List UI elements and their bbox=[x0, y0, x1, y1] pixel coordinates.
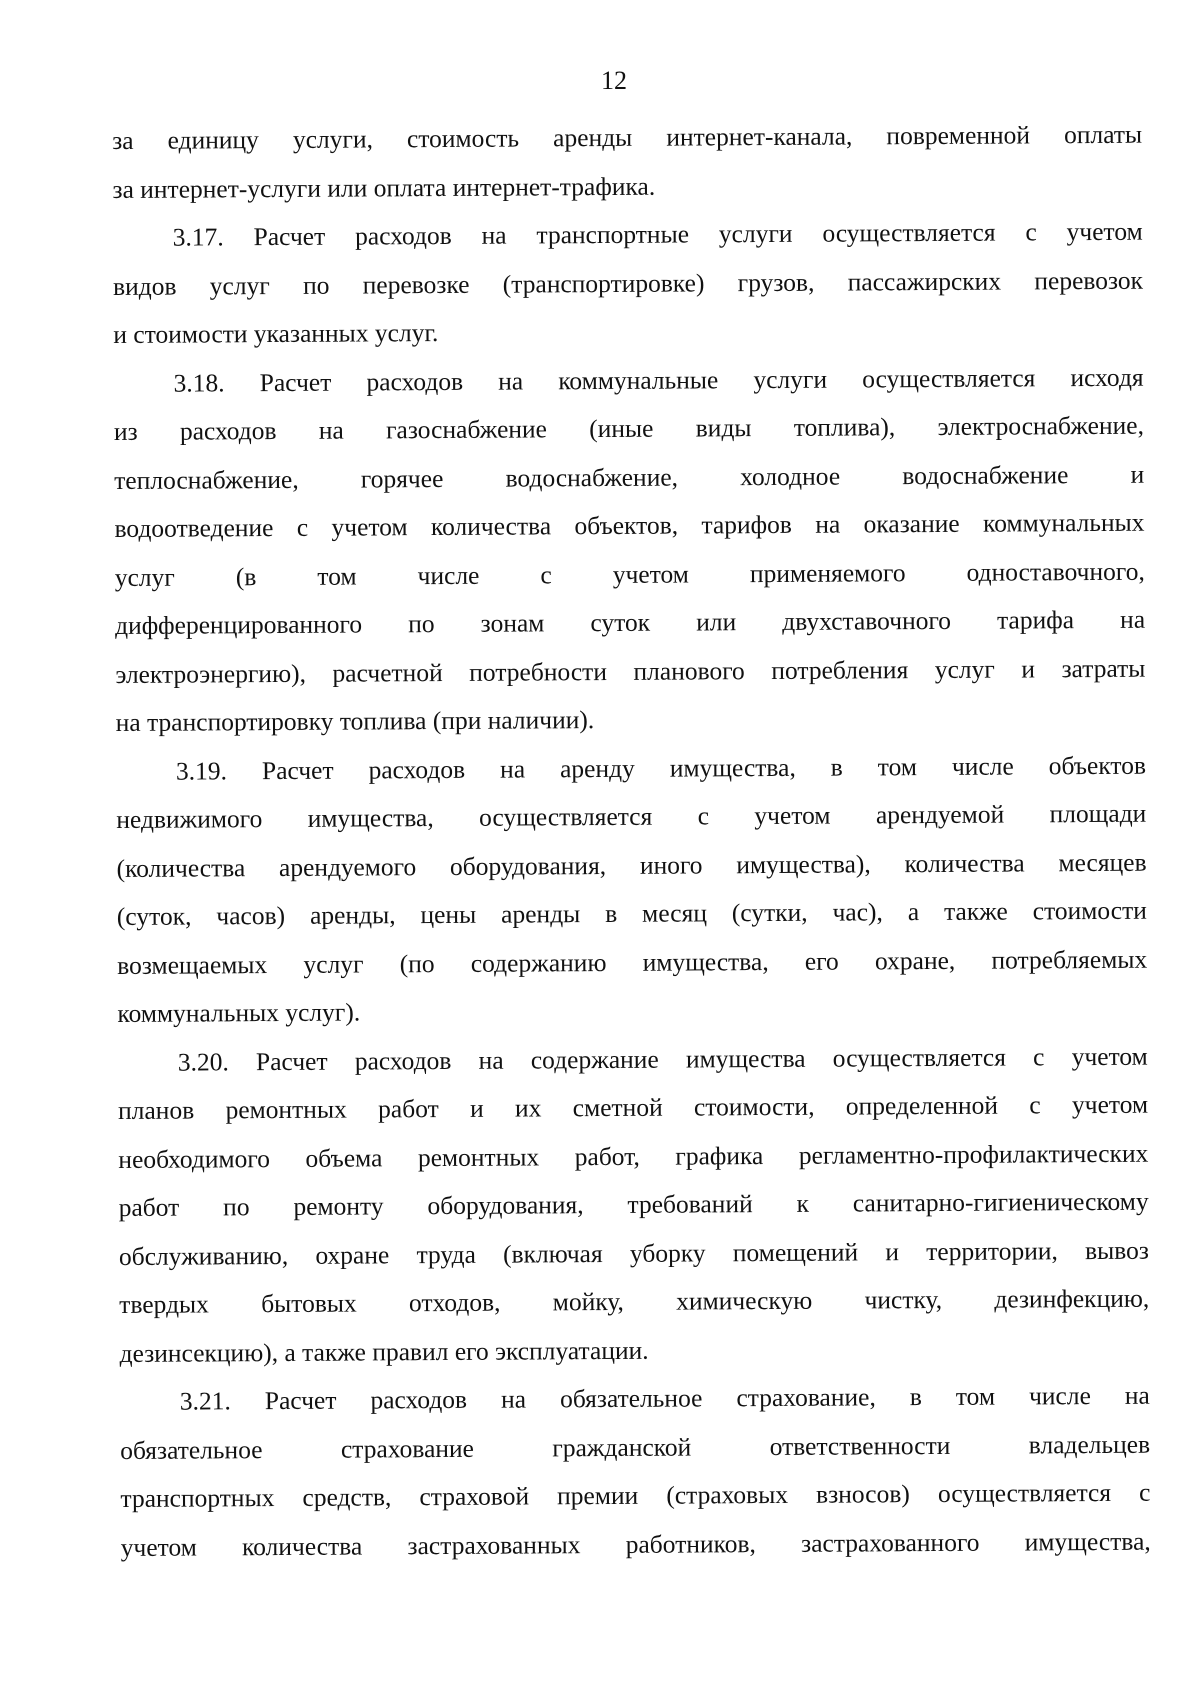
paragraph-first-line: 3.19. Расчет расходов на аренду имущества, в том числе объектов bbox=[175, 750, 1147, 786]
text-line: обязательное страхование гражданской ответственности владельцев bbox=[120, 1429, 1151, 1465]
text-line: на транспортировку топлива (при наличии). bbox=[115, 705, 595, 737]
text-line: электроэнергию), расчетной потребности планового потребления услуг и затраты bbox=[115, 653, 1146, 689]
text-line: услуг (в том числе с учетом применяемого одноставочного, bbox=[114, 556, 1145, 592]
text-line: видов услуг по перевозке (транспортировке) грузов, пассажирских перевозок bbox=[112, 265, 1144, 301]
text-line: (количества арендуемого оборудования, иного имущества), количества месяцев bbox=[116, 847, 1147, 883]
page-number: 12 bbox=[601, 66, 627, 95]
text-line: водоотведение с учетом количества объектов, тарифов на оказание коммунальных bbox=[114, 507, 1145, 543]
paragraph-first-line: 3.18. Расчет расходов на коммунальные услуги осуществляется исходя bbox=[173, 362, 1144, 398]
text-line: работ по ремонту оборудования, требований к санитарно-гигиеническому bbox=[118, 1186, 1149, 1222]
text-line: возмещаемых услуг (по содержанию имущества, его охране, потребляемых bbox=[117, 944, 1148, 980]
text-line: обслуживанию, охране труда (включая уборку помещений и территории, вывоз bbox=[118, 1235, 1150, 1271]
paragraph-first-line: 3.21. Расчет расходов на обязательное страхование, в том числе на bbox=[179, 1380, 1150, 1416]
document-body bbox=[112, 111, 1151, 1572]
text-line: дифференцированного по зонам суток или двухставочного тарифа на bbox=[115, 604, 1146, 640]
text-line: твердых бытовых отходов, мойку, химическую чистку, дезинфекцию, bbox=[119, 1283, 1150, 1319]
text-line: и стоимости указанных услуг. bbox=[113, 318, 439, 349]
paragraph-first-line: 3.20. Расчет расходов на содержание имущества осуществляется с учетом bbox=[177, 1041, 1148, 1077]
text-line: планов ремонтных работ и их сметной стоимости, определенной с учетом bbox=[117, 1089, 1149, 1125]
text-line: (суток, часов) аренды, цены аренды в месяц (сутки, час), а также стоимости bbox=[116, 895, 1147, 931]
text-line: за единицу услуги, стоимость аренды интернет-канала, повременной оплаты bbox=[112, 119, 1143, 155]
text-line: недвижимого имущества, осуществляется с учетом арендуемой площади bbox=[116, 798, 1147, 834]
text-line: необходимого объема ремонтных работ, графика регламентно-профилактических bbox=[118, 1138, 1149, 1174]
paragraph-first-line: 3.17. Расчет расходов на транспортные услуги осуществляется с учетом bbox=[172, 216, 1143, 252]
text-line: коммунальных услуг). bbox=[117, 997, 361, 1028]
text-line: за интернет-услуги или оплата интернет-трафика. bbox=[112, 171, 656, 204]
text-line: учетом количества застрахованных работников, застрахованного имущества, bbox=[120, 1526, 1151, 1562]
text-line: дезинсекцию), а также правил его эксплуатации. bbox=[119, 1335, 649, 1368]
text-line: теплоснабжение, горячее водоснабжение, холодное водоснабжение и bbox=[114, 459, 1145, 495]
text-line: транспортных средств, страховой премии (страховых взносов) осуществляется с bbox=[120, 1477, 1151, 1513]
text-line: из расходов на газоснабжение (иные виды топлива), электроснабжение, bbox=[113, 410, 1144, 446]
